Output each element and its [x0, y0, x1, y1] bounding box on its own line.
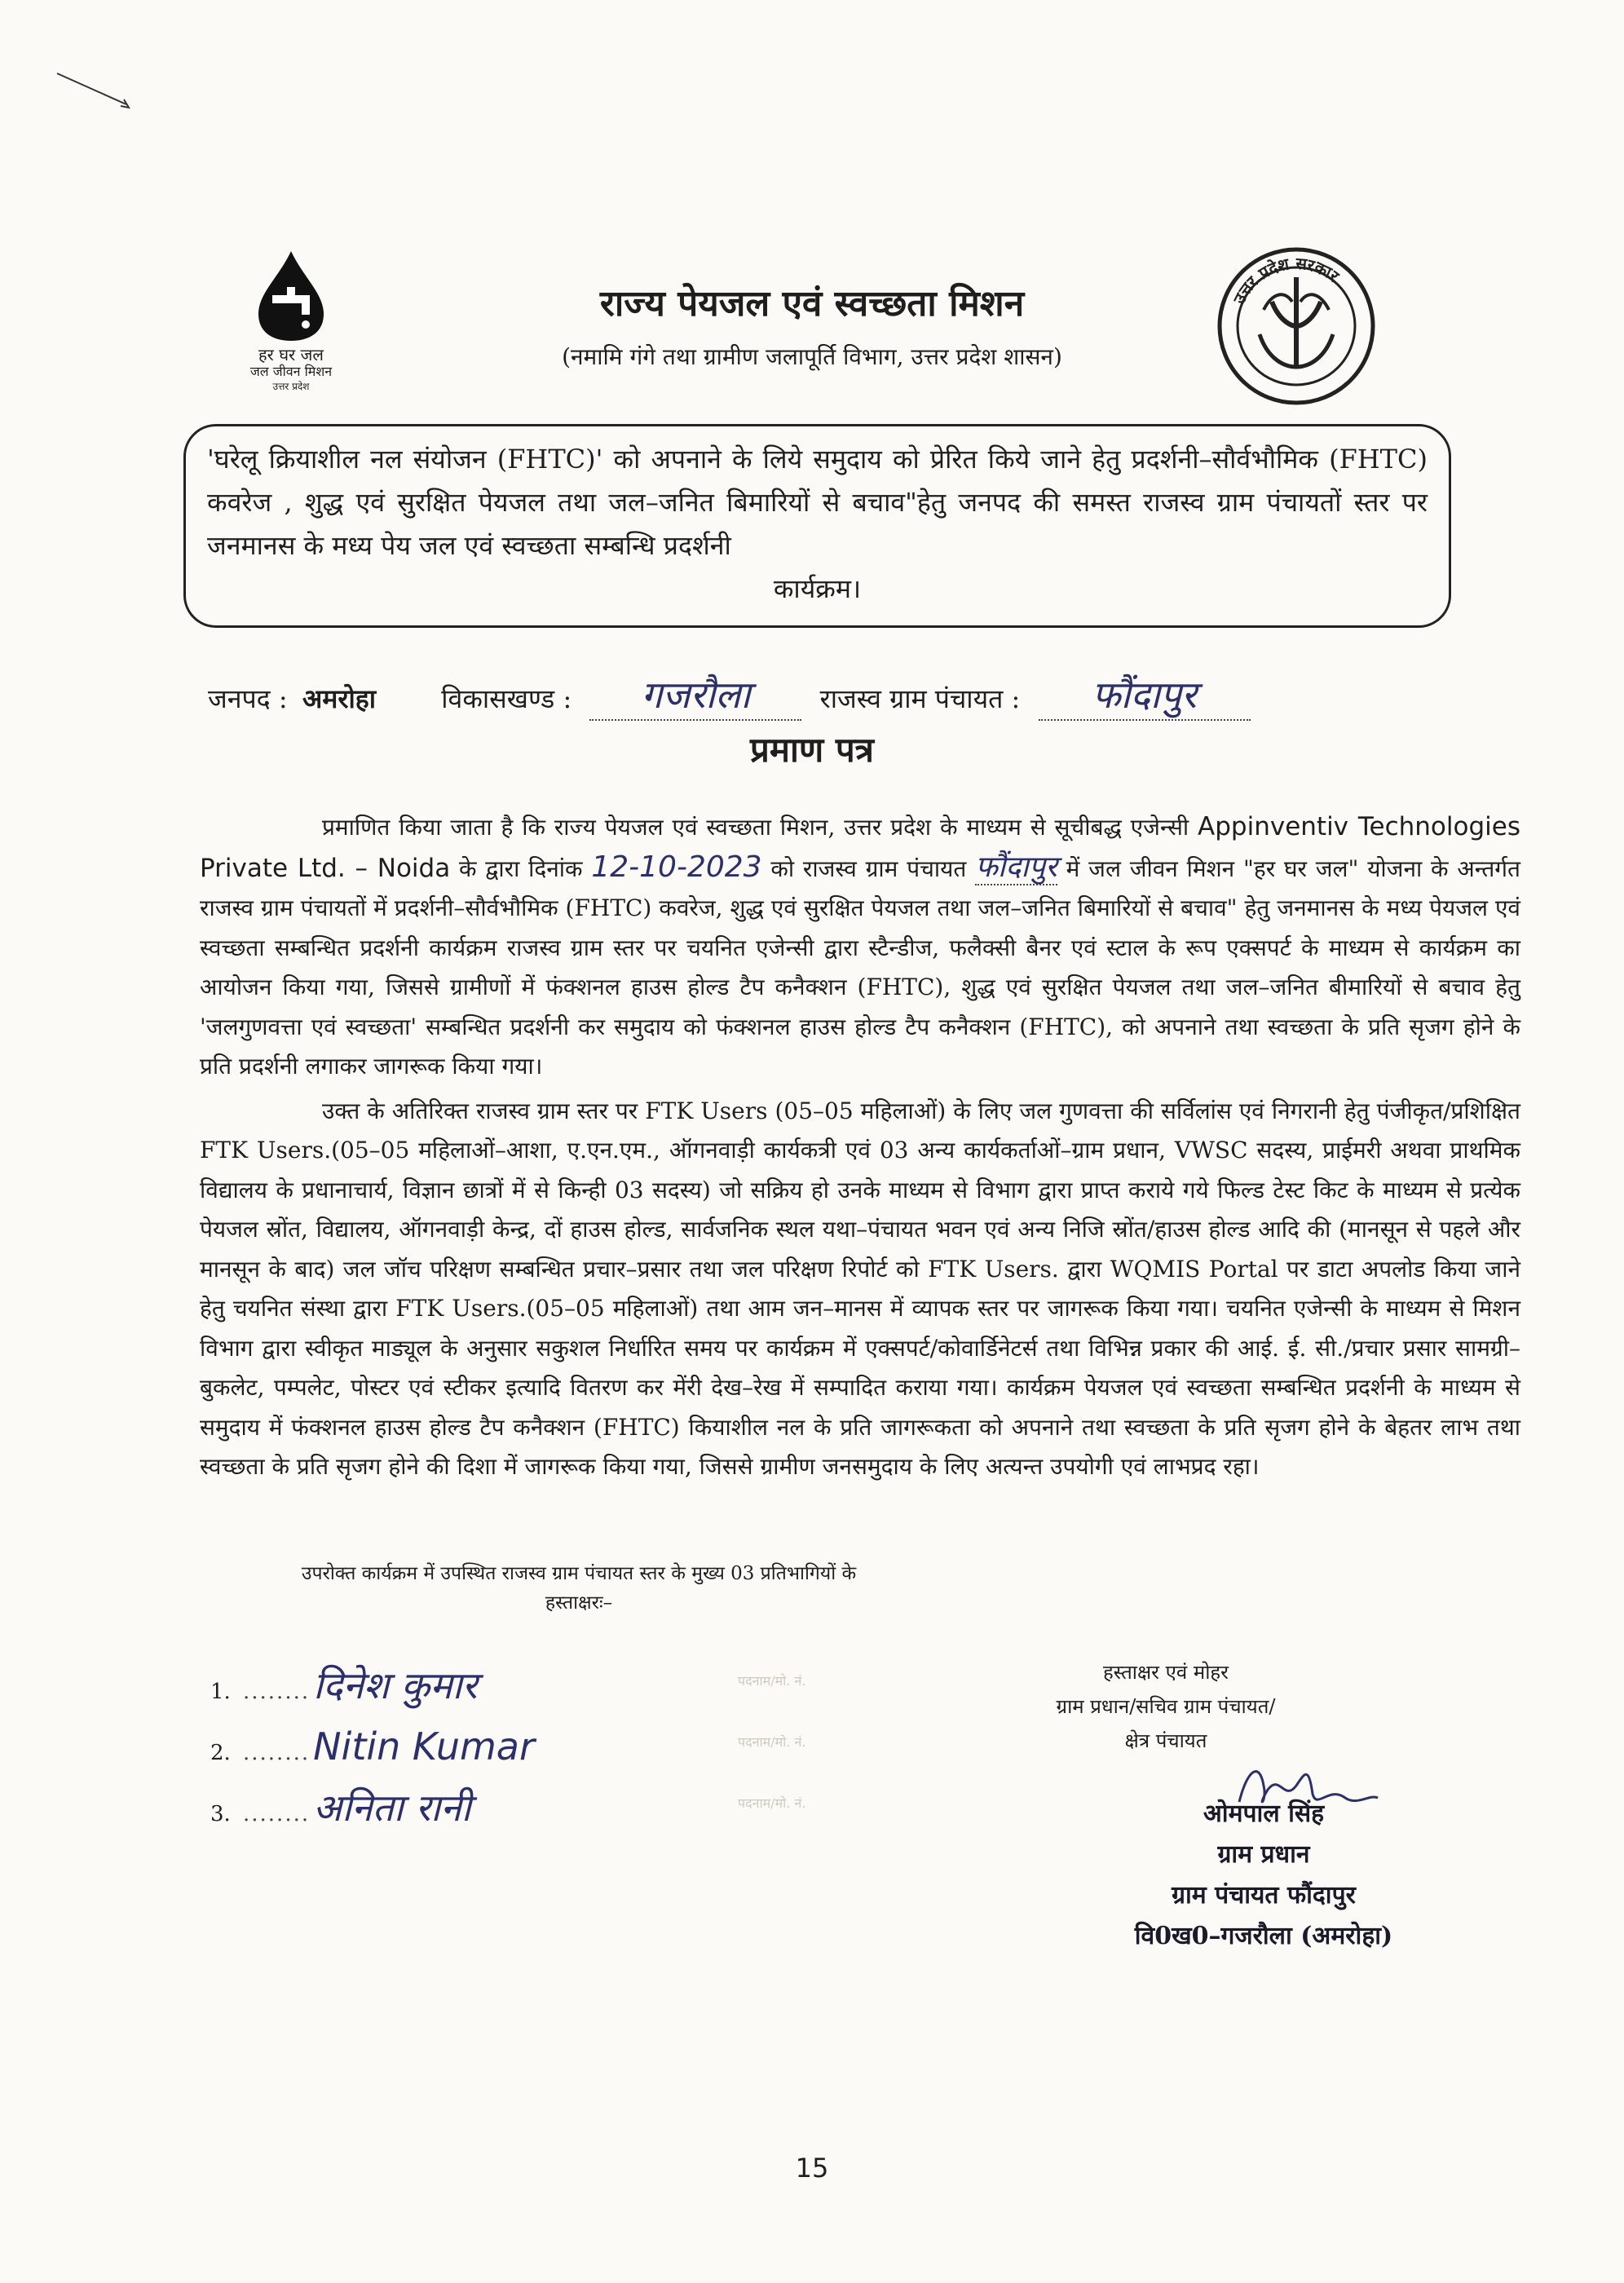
- stamp-label: [978, 1655, 1353, 1758]
- logo-left-line-1: हर घर जल: [258, 345, 324, 364]
- program-description-last-line: कार्यक्रम।: [773, 573, 862, 604]
- block-label: विकासखण्ड :: [441, 683, 572, 714]
- signature-number: 3.: [210, 1802, 231, 1826]
- mission-title: राज्य पेयजल एवं स्वच्छता मिशन: [599, 283, 1025, 325]
- seal-name: ओमपाल सिंह: [1203, 1799, 1325, 1828]
- panchayat-value-handwritten: फौंदापुर: [1039, 669, 1251, 721]
- participants-signature-intro: [220, 1559, 938, 1618]
- certificate-heading: प्रमाण पत्र: [750, 730, 874, 770]
- agency-name: Appinventiv Technologies Private Ltd. – Noida: [200, 812, 1520, 883]
- page-number: 15: [795, 2153, 829, 2184]
- para1-part-c: को राजस्व ग्राम पंचायत: [770, 854, 967, 882]
- block-value-handwritten: गजरौला: [589, 669, 801, 721]
- location-fields-row: [208, 669, 1431, 721]
- program-description-box: [183, 424, 1451, 628]
- program-description-text: 'घरेलू क्रियाशील नल संयोजन (FHTC)' को अपनाने के लिये समुदाय को प्रेरित किये जाने हेतु प्रदर्शनी–सौर्वभौमिक (FHTC) कवरेज , शुद्ध एवं सुरक्षित पेयजल तथा जल–जनित बिमारियों से बचाव"हेतु जनपद की समस्त राजस्व ग्राम पंचायतों स्तर पर जनमानस के मध्य पेय जल एवं स्वच्छता सम्बन्धि प्रदर्शनी: [207, 444, 1428, 561]
- faint-label-3: पदनाम/मो. नं.: [738, 1795, 806, 1811]
- mission-subtitle: (नमामि गंगे तथा ग्रामीण जलापूर्ति विभाग, उत्तर प्रदेश शासन): [562, 343, 1062, 370]
- panchayat-handwritten: फौंदापुर: [975, 850, 1057, 884]
- certificate-paragraph-1: [200, 807, 1520, 1087]
- logo-left-line-3: उत्तर प्रदेश: [272, 381, 310, 392]
- emblem-text: उत्तर प्रदेश सरकार: [1229, 253, 1344, 307]
- signature-handwritten: Nitin Kumar: [313, 1724, 535, 1769]
- seal-block: वि0ख0–गजरौला (अमरोहा): [1134, 1922, 1393, 1950]
- corner-pen-mark: [49, 65, 139, 114]
- signature-handwritten: अनिता रानी: [313, 1786, 471, 1830]
- up-government-emblem: [1215, 245, 1378, 408]
- para1-part-a: प्रमाणित किया जाता है कि राज्य पेयजल एवं स्वच्छता मिशन, उत्तर प्रदेश के माध्यम से सूचीबद्ध एजेन्सी: [322, 814, 1189, 841]
- logo-left-line-2: जल जीवन मिशन: [249, 364, 333, 379]
- district-value: अमरोहा: [302, 683, 377, 714]
- participant-signature-2: [210, 1724, 535, 1769]
- certificate-paragraph-2: उक्त के अतिरिक्त राजस्व ग्राम स्तर पर FTK Users (05–05 महिलाओं) के लिए जल गुणवत्ता की सर्विलांस एवं निगरानी हेतु पंजीकृत/प्रशिक्षित FTK Users.(05–05 महिलाओं–आशा, ए.एन.एम., ऑगनवाड़ी कार्यकत्री एवं 03 अन्य कार्यकर्ताओं–ग्राम प्रधान, VWSC सदस्य, प्राईमरी अथवा प्राथमिक विद्यालय के प्रधानाचार्य, विज्ञान छात्रों में से किन्ही 03 सदस्य) जो सक्रिय हो उनके माध्यम से विभाग द्वारा प्राप्त कराये गये फिल्ड टेस्ट किट के माध्यम से प्रत्येक पेयजल स्रोंत, विद्यालय, ऑगनवाड़ी केन्द्र, दों हाउस होल्ड, सार्वजनिक स्थल यथा–पंचायत भवन एवं अन्य निजि स्रोंत/हाउस होल्ड आदि की (मानसून से पहले और मानसून के बाद) जल जॉच परिक्षण सम्बन्धित प्रचार–प्रसार तथा जल परिक्षण रिपोर्ट को FTK Users. द्वारा WQMIS Portal पर डाटा अपलोड किया जाने हेतु चयनित संस्था द्वारा FTK Users.(05–05 महिलाओं) तथा आम जन–मानस में व्यापक स्तर पर जागरूक किया गया। चयनित एजेन्सी के माध्यम से मिशन विभाग द्वारा स्वीकृत माड्यूल के अनुसार सकुशल निर्धारित समय पर कार्यक्रम में एक्सपर्ट/कोवार्डिनेटर्स तथा विभिन्न प्रकार की आई. ई. सी./प्रचार प्रसार सामग्री–बुकलेट, पम्पलेट, पोस्टर एवं स्टीकर इत्यादि वितरण कर मेंरी देख–रेख में सम्पादित कराया गया। कार्यक्रम पेयजल एवं स्वच्छता सम्बन्धित प्रदर्शनी के माध्यम से समुदाय में फंक्शनल हाउस होल्ड टैप कनैक्शन (FHTC) कियाशील नल के प्रति जागरूकता को अपनाने तथा स्वच्छता के प्रति सृजग होने के बेहतर लाभ तथा स्वच्छता के प्रति सृजग होने की दिशा में जागरूक किया गया, जिससे ग्रामीण जनसमुदाय के लिए अत्यन्त उपयोगी एवं लाभप्रद रहा।: [200, 1097, 1520, 1480]
- date-handwritten: 12-10-2023: [591, 850, 762, 884]
- signature-number: 1.: [210, 1680, 231, 1704]
- seal-designation: ग्राम प्रधान: [1217, 1840, 1310, 1869]
- certificate-body: [200, 807, 1520, 1492]
- stamp-label-line-3: क्षेत्र पंचायत: [1124, 1729, 1207, 1752]
- panchayat-label: राजस्व ग्राम पंचायत :: [819, 683, 1021, 714]
- stamp-label-line-1: हस्ताक्षर एवं मोहर: [1102, 1661, 1229, 1684]
- para1-part-b: के द्वारा दिनांक: [459, 854, 583, 882]
- signature-dots: ........: [243, 1802, 311, 1826]
- seal-panchayat: ग्राम पंचायत फौंदापुर: [1172, 1881, 1356, 1910]
- signature-intro-line-1: उपरोक्त कार्यक्रम में उपस्थित राजस्व ग्राम पंचायत स्तर के मुख्य 03 प्रतिभागियों के: [301, 1563, 857, 1584]
- faint-label-2: पदनाम/मो. नं.: [738, 1734, 806, 1750]
- signature-dots: ........: [243, 1741, 311, 1765]
- participant-signature-3: [210, 1782, 471, 1832]
- stamp-label-line-2: ग्राम प्रधान/सचिव ग्राम पंचायत/: [1056, 1695, 1276, 1718]
- signature-intro-line-2: हस्ताक्षरः–: [545, 1592, 613, 1614]
- signature-dots: ........: [243, 1680, 311, 1704]
- signature-number: 2.: [210, 1741, 231, 1765]
- pradhan-seal: [1092, 1794, 1435, 1957]
- faint-label-1: पदनाम/मो. नं.: [738, 1673, 806, 1689]
- district-label: जनपद :: [208, 683, 288, 714]
- para1-part-d: में जल जीवन मिशन "हर घर जल" योजना के अन्तर्गत राजस्व ग्राम पंचायतों में प्रदर्शनी–सौर्वभौमिक (FHTC) कवरेज, शुद्ध एवं सुरक्षित पेयजल तथा जल–जनित बिमारियों से बचाव" हेतु जनमानस के मध्य पेयजल एवं स्वच्छता सम्बन्धित प्रदर्शनी कार्यक्रम राजस्व ग्राम स्तर पर चयनित एजेन्सी द्वारा स्टैन्डीज, फलैक्सी बैनर एवं स्टाल के रूप एक्सपर्ट के माध्यम से कार्यक्रम का आयोजन किया गया, जिससे ग्रामीणों में फंक्शनल हाउस होल्ड टैप कनैक्शन (FHTC), शुद्ध एवं सुरक्षित पेयजल तथा जल–जनित बीमारियों से बचाव हेतु 'जलगुणवत्ता एवं स्वच्छता' सम्बन्धित प्रदर्शनी कर समुदाय को फंक्शनल हाउस होल्ड टैप कनैक्शन (FHTC), को अपनाने तथा स्वच्छता के प्रति सृजग होने के प्रति प्रदर्शनी लगाकर जागरूक किया गया।: [200, 854, 1521, 1080]
- signature-handwritten: दिनेश कुमार: [313, 1663, 478, 1707]
- participant-signature-1: [210, 1659, 477, 1710]
